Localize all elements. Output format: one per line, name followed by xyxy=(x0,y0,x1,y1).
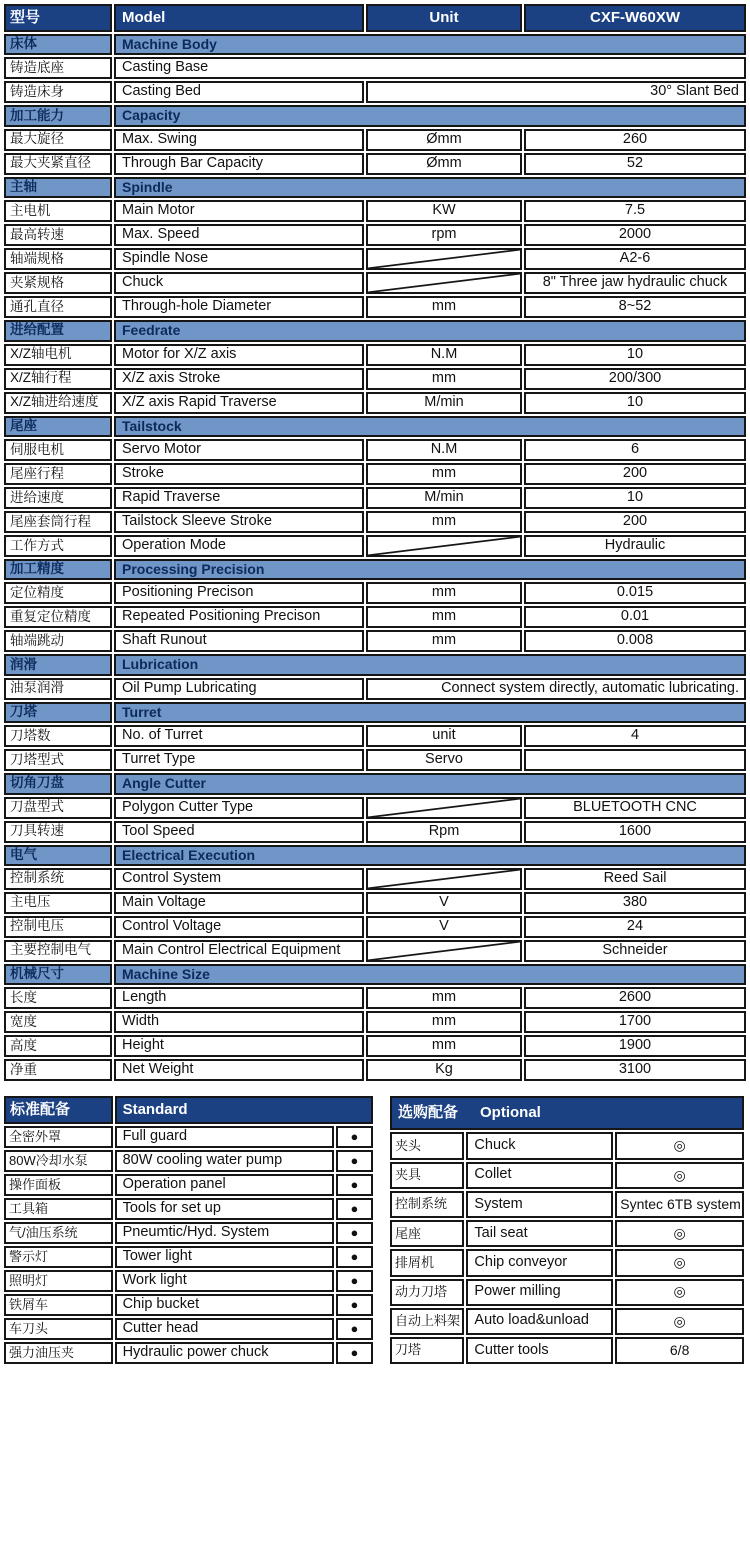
optional-label-zh: 夹具 xyxy=(390,1162,464,1189)
value-cell: 4 xyxy=(524,725,746,747)
standard-label-en: Cutter head xyxy=(115,1318,334,1340)
row-label-zh: 主电压 xyxy=(4,892,112,914)
row-label-zh: 主电机 xyxy=(4,200,112,222)
section-label-zh: 加工精度 xyxy=(4,559,112,580)
row-label-en: Length xyxy=(114,987,364,1009)
standard-row xyxy=(4,1174,373,1196)
optional-table xyxy=(388,1094,746,1366)
unit-cell: mm xyxy=(366,1035,522,1057)
unit-cell: Ømm xyxy=(366,153,522,175)
optional-label-en: Auto load&unload xyxy=(466,1308,613,1335)
unit-cell: rpm xyxy=(366,224,522,246)
row-label-en: Operation Mode xyxy=(114,535,364,557)
section-label-zh: 刀塔 xyxy=(4,702,112,723)
value-cell: 7.5 xyxy=(524,200,746,222)
optional-label-zh: 夹头 xyxy=(390,1132,464,1159)
value-cell: Schneider xyxy=(524,940,746,962)
spec-row xyxy=(4,511,746,533)
unit-cell xyxy=(366,248,522,270)
standard-label-en: Work light xyxy=(115,1270,334,1292)
value-cell: 10 xyxy=(524,392,746,414)
standard-label-zh: 气/油压系统 xyxy=(4,1222,113,1244)
included-dot-icon: ● xyxy=(336,1246,373,1268)
standard-label-zh: 全密外罩 xyxy=(4,1126,113,1148)
unit-cell: KW xyxy=(366,200,522,222)
unit-cell xyxy=(366,535,522,557)
row-label-en: Control Voltage xyxy=(114,916,364,938)
standard-row xyxy=(4,1222,373,1244)
optional-value-cell: ◎ xyxy=(615,1279,744,1306)
unit-cell: mm xyxy=(366,630,522,652)
optional-header-row xyxy=(390,1096,744,1130)
optional-label-en: Cutter tools xyxy=(466,1337,613,1364)
section-label-en: Machine Body xyxy=(114,34,746,55)
row-label-zh: 刀具转速 xyxy=(4,821,112,843)
optional-row xyxy=(390,1191,744,1218)
optional-row xyxy=(390,1308,744,1335)
value-cell: 1600 xyxy=(524,821,746,843)
included-dot-icon: ● xyxy=(336,1318,373,1340)
section-label-en: Machine Size xyxy=(114,964,746,985)
value-cell: A2-6 xyxy=(524,248,746,270)
unit-cell: mm xyxy=(366,606,522,628)
standard-row xyxy=(4,1318,373,1340)
row-label-en: Spindle Nose xyxy=(114,248,364,270)
standard-label-en: Chip bucket xyxy=(115,1294,334,1316)
row-label-zh: 夹紧规格 xyxy=(4,272,112,294)
section-label-zh: 润滑 xyxy=(4,654,112,675)
value-cell: 52 xyxy=(524,153,746,175)
unit-cell xyxy=(366,272,522,294)
row-label-en: Main Control Electrical Equipment xyxy=(114,940,364,962)
row-label-zh: 尾座套筒行程 xyxy=(4,511,112,533)
spec-row xyxy=(4,81,746,103)
section-label-zh: 进给配置 xyxy=(4,320,112,341)
value-cell: 30° Slant Bed xyxy=(366,81,746,103)
spec-row xyxy=(4,1035,746,1057)
unit-cell xyxy=(366,797,522,819)
standard-row xyxy=(4,1342,373,1364)
standard-label-zh: 照明灯 xyxy=(4,1270,113,1292)
row-label-en: Servo Motor xyxy=(114,439,364,461)
value-cell: 8" Three jaw hydraulic chuck xyxy=(524,272,746,294)
section-label-en: Feedrate xyxy=(114,320,746,341)
row-label-zh: 进给速度 xyxy=(4,487,112,509)
na-slash-icon xyxy=(368,250,520,268)
header-unit-label: Unit xyxy=(366,4,522,32)
row-label-zh: 重复定位精度 xyxy=(4,606,112,628)
row-label-en: Net Weight xyxy=(114,1059,364,1081)
optional-label-zh: 动力刀塔 xyxy=(390,1279,464,1306)
section-label-en: Angle Cutter xyxy=(114,773,746,794)
optional-value-cell: Syntec 6TB system xyxy=(615,1191,744,1218)
row-label-zh: 控制系统 xyxy=(4,868,112,890)
row-label-en: Main Voltage xyxy=(114,892,364,914)
row-label-en: Casting Bed xyxy=(114,81,364,103)
value-cell: 3100 xyxy=(524,1059,746,1081)
value-cell: 200 xyxy=(524,463,746,485)
unit-cell xyxy=(366,868,522,890)
section-label-en: Electrical Execution xyxy=(114,845,746,866)
na-slash-icon xyxy=(368,537,520,555)
optional-label-zh: 刀塔 xyxy=(390,1337,464,1364)
row-label-zh: 控制电压 xyxy=(4,916,112,938)
spec-row xyxy=(4,1059,746,1081)
standard-label-en: Hydraulic power chuck xyxy=(115,1342,334,1364)
standard-row xyxy=(4,1150,373,1172)
row-label-zh: 铸造床身 xyxy=(4,81,112,103)
unit-cell: V xyxy=(366,916,522,938)
row-label-en: Chuck xyxy=(114,272,364,294)
row-label-zh: 尾座行程 xyxy=(4,463,112,485)
value-cell: Connect system directly, automatic lubricating. xyxy=(366,678,746,700)
unit-cell: mm xyxy=(366,296,522,318)
included-dot-icon: ● xyxy=(336,1198,373,1220)
value-cell: 8~52 xyxy=(524,296,746,318)
value-cell: 6 xyxy=(524,439,746,461)
optional-label-en: Chip conveyor xyxy=(466,1249,613,1276)
spec-row xyxy=(4,940,746,962)
standard-title-zh: 标准配备 xyxy=(4,1096,113,1124)
spec-row xyxy=(4,439,746,461)
section-label-zh: 主轴 xyxy=(4,177,112,198)
standard-row xyxy=(4,1294,373,1316)
standard-row xyxy=(4,1246,373,1268)
optional-value-cell: ◎ xyxy=(615,1162,744,1189)
row-label-en: Repeated Positioning Precison xyxy=(114,606,364,628)
section-label-en: Spindle xyxy=(114,177,746,198)
unit-cell: mm xyxy=(366,368,522,390)
value-cell: 2000 xyxy=(524,224,746,246)
unit-cell: Rpm xyxy=(366,821,522,843)
spec-row xyxy=(4,582,746,604)
row-label-zh: 油泵润滑 xyxy=(4,678,112,700)
row-label-zh: 高度 xyxy=(4,1035,112,1057)
row-label-en: Through Bar Capacity xyxy=(114,153,364,175)
spec-row xyxy=(4,797,746,819)
spec-row xyxy=(4,987,746,1009)
spec-row xyxy=(4,272,746,294)
value-cell: 2600 xyxy=(524,987,746,1009)
included-dot-icon: ● xyxy=(336,1174,373,1196)
section-row xyxy=(4,177,746,198)
spec-row xyxy=(4,368,746,390)
row-label-en: Polygon Cutter Type xyxy=(114,797,364,819)
spec-row xyxy=(4,749,746,771)
na-slash-icon xyxy=(368,274,520,292)
header-model-label: Model xyxy=(114,4,364,32)
unit-cell: Kg xyxy=(366,1059,522,1081)
spec-row xyxy=(4,821,746,843)
row-label-en: Tool Speed xyxy=(114,821,364,843)
spec-row xyxy=(4,57,746,79)
row-label-zh: 定位精度 xyxy=(4,582,112,604)
optional-label-zh: 控制系统 xyxy=(390,1191,464,1218)
row-label-en: Tailstock Sleeve Stroke xyxy=(114,511,364,533)
row-label-zh: 净重 xyxy=(4,1059,112,1081)
optional-title-cell xyxy=(390,1096,744,1130)
row-label-en: Positioning Precison xyxy=(114,582,364,604)
row-label-en: Oil Pump Lubricating xyxy=(114,678,364,700)
row-label-zh: 工作方式 xyxy=(4,535,112,557)
section-label-zh: 床体 xyxy=(4,34,112,55)
standard-label-en: Operation panel xyxy=(115,1174,334,1196)
section-label-en: Processing Precision xyxy=(114,559,746,580)
unit-cell: unit xyxy=(366,725,522,747)
row-label-en: X/Z axis Stroke xyxy=(114,368,364,390)
section-label-zh: 切角刀盘 xyxy=(4,773,112,794)
optional-label-zh: 自动上料架 xyxy=(390,1308,464,1335)
standard-label-zh: 80W冷却水泵 xyxy=(4,1150,113,1172)
value-cell: 0.01 xyxy=(524,606,746,628)
unit-cell: M/min xyxy=(366,392,522,414)
unit-cell: mm xyxy=(366,511,522,533)
optional-label-en: Power milling xyxy=(466,1279,613,1306)
spec-row xyxy=(4,392,746,414)
spec-row xyxy=(4,1011,746,1033)
na-slash-icon xyxy=(368,799,520,817)
included-dot-icon: ● xyxy=(336,1270,373,1292)
section-row xyxy=(4,654,746,675)
section-label-zh: 机械尺寸 xyxy=(4,964,112,985)
main-spec-table xyxy=(2,2,748,1083)
value-cell: 1900 xyxy=(524,1035,746,1057)
section-row xyxy=(4,773,746,794)
unit-cell: mm xyxy=(366,1011,522,1033)
section-label-zh: 加工能力 xyxy=(4,105,112,126)
section-label-en: Tailstock xyxy=(114,416,746,437)
row-label-en: Max. Swing xyxy=(114,129,364,151)
spec-row xyxy=(4,344,746,366)
value-cell: 0.008 xyxy=(524,630,746,652)
row-label-zh: 最大夹紧直径 xyxy=(4,153,112,175)
value-cell: 200 xyxy=(524,511,746,533)
section-row xyxy=(4,559,746,580)
spec-row xyxy=(4,200,746,222)
row-label-en: Casting Base xyxy=(114,57,746,79)
spec-row xyxy=(4,630,746,652)
optional-row xyxy=(390,1337,744,1364)
standard-label-zh: 警示灯 xyxy=(4,1246,113,1268)
standard-label-en: Tower light xyxy=(115,1246,334,1268)
row-label-en: Height xyxy=(114,1035,364,1057)
optional-row xyxy=(390,1279,744,1306)
row-label-en: Stroke xyxy=(114,463,364,485)
section-row xyxy=(4,845,746,866)
optional-label-zh: 尾座 xyxy=(390,1220,464,1247)
unit-cell: M/min xyxy=(366,487,522,509)
optional-label-zh: 排屑机 xyxy=(390,1249,464,1276)
optional-label-en: Tail seat xyxy=(466,1220,613,1247)
spec-row xyxy=(4,916,746,938)
value-cell: 260 xyxy=(524,129,746,151)
optional-value-cell: ◎ xyxy=(615,1249,744,1276)
optional-value-cell: ◎ xyxy=(615,1132,744,1159)
value-cell: 10 xyxy=(524,487,746,509)
spec-row xyxy=(4,725,746,747)
optional-label-en: Chuck xyxy=(466,1132,613,1159)
value-cell: 10 xyxy=(524,344,746,366)
optional-label-en: Collet xyxy=(466,1162,613,1189)
standard-label-en: Full guard xyxy=(115,1126,334,1148)
section-row xyxy=(4,416,746,437)
row-label-zh: 刀塔型式 xyxy=(4,749,112,771)
section-row xyxy=(4,105,746,126)
row-label-zh: 轴端跳动 xyxy=(4,630,112,652)
standard-label-en: 80W cooling water pump xyxy=(115,1150,334,1172)
spec-row xyxy=(4,535,746,557)
spec-row xyxy=(4,487,746,509)
unit-cell: mm xyxy=(366,987,522,1009)
optional-row xyxy=(390,1132,744,1159)
na-slash-icon xyxy=(368,942,520,960)
value-cell: 380 xyxy=(524,892,746,914)
unit-cell xyxy=(366,940,522,962)
value-cell: Reed Sail xyxy=(524,868,746,890)
header-model-zh: 型号 xyxy=(4,4,112,32)
spec-row xyxy=(4,892,746,914)
na-slash-icon xyxy=(368,870,520,888)
row-label-zh: 刀塔数 xyxy=(4,725,112,747)
unit-cell: N.M xyxy=(366,439,522,461)
value-cell: 0.015 xyxy=(524,582,746,604)
row-label-en: Max. Speed xyxy=(114,224,364,246)
spec-header-row xyxy=(4,4,746,32)
standard-label-zh: 铁屑车 xyxy=(4,1294,113,1316)
row-label-zh: 长度 xyxy=(4,987,112,1009)
standard-title-en: Standard xyxy=(115,1096,373,1124)
row-label-zh: 宽度 xyxy=(4,1011,112,1033)
value-cell: 200/300 xyxy=(524,368,746,390)
unit-cell: mm xyxy=(366,463,522,485)
row-label-zh: X/Z轴行程 xyxy=(4,368,112,390)
included-dot-icon: ● xyxy=(336,1342,373,1364)
spec-row xyxy=(4,153,746,175)
spec-row xyxy=(4,296,746,318)
standard-label-en: Pneumtic/Hyd. System xyxy=(115,1222,334,1244)
included-dot-icon: ● xyxy=(336,1150,373,1172)
optional-row xyxy=(390,1162,744,1189)
row-label-zh: X/Z轴电机 xyxy=(4,344,112,366)
section-row xyxy=(4,964,746,985)
standard-row xyxy=(4,1270,373,1292)
section-row xyxy=(4,320,746,341)
value-cell xyxy=(524,749,746,771)
standard-row xyxy=(4,1126,373,1148)
spec-row xyxy=(4,606,746,628)
section-label-en: Capacity xyxy=(114,105,746,126)
optional-value-cell: 6/8 xyxy=(615,1337,744,1364)
unit-cell: Servo xyxy=(366,749,522,771)
value-cell: 24 xyxy=(524,916,746,938)
standard-label-en: Tools for set up xyxy=(115,1198,334,1220)
row-label-en: Motor for X/Z axis xyxy=(114,344,364,366)
spec-row xyxy=(4,248,746,270)
section-label-zh: 电气 xyxy=(4,845,112,866)
unit-cell: mm xyxy=(366,582,522,604)
standard-label-zh: 车刀头 xyxy=(4,1318,113,1340)
included-dot-icon: ● xyxy=(336,1294,373,1316)
row-label-zh: 最大旋径 xyxy=(4,129,112,151)
bottom-tables xyxy=(2,1094,750,1366)
standard-table xyxy=(2,1094,375,1366)
standard-header-row xyxy=(4,1096,373,1124)
value-cell: Hydraulic xyxy=(524,535,746,557)
spec-row xyxy=(4,868,746,890)
row-label-en: Through-hole Diameter xyxy=(114,296,364,318)
standard-label-zh: 操作面板 xyxy=(4,1174,113,1196)
value-cell: 1700 xyxy=(524,1011,746,1033)
section-row xyxy=(4,702,746,723)
row-label-en: Control System xyxy=(114,868,364,890)
value-cell: BLUETOOTH CNC xyxy=(524,797,746,819)
unit-cell: N.M xyxy=(366,344,522,366)
row-label-zh: X/Z轴进给速度 xyxy=(4,392,112,414)
unit-cell: Ømm xyxy=(366,129,522,151)
row-label-en: X/Z axis Rapid Traverse xyxy=(114,392,364,414)
standard-label-zh: 工具箱 xyxy=(4,1198,113,1220)
optional-title-en: Optional xyxy=(480,1104,541,1122)
row-label-en: Rapid Traverse xyxy=(114,487,364,509)
spec-row xyxy=(4,463,746,485)
row-label-en: Width xyxy=(114,1011,364,1033)
row-label-zh: 伺服电机 xyxy=(4,439,112,461)
optional-value-cell: ◎ xyxy=(615,1308,744,1335)
optional-value-cell: ◎ xyxy=(615,1220,744,1247)
optional-title-zh: 选购配备 xyxy=(398,1104,459,1122)
section-label-en: Turret xyxy=(114,702,746,723)
included-dot-icon: ● xyxy=(336,1222,373,1244)
row-label-zh: 通孔直径 xyxy=(4,296,112,318)
section-label-zh: 尾座 xyxy=(4,416,112,437)
row-label-en: Turret Type xyxy=(114,749,364,771)
header-model-value: CXF-W60XW xyxy=(524,4,746,32)
row-label-zh: 轴端规格 xyxy=(4,248,112,270)
optional-label-en: System xyxy=(466,1191,613,1218)
included-dot-icon: ● xyxy=(336,1126,373,1148)
section-row xyxy=(4,34,746,55)
section-label-en: Lubrication xyxy=(114,654,746,675)
row-label-zh: 铸造底座 xyxy=(4,57,112,79)
optional-row xyxy=(390,1220,744,1247)
optional-row xyxy=(390,1249,744,1276)
unit-cell: V xyxy=(366,892,522,914)
standard-row xyxy=(4,1198,373,1220)
row-label-zh: 最高转速 xyxy=(4,224,112,246)
row-label-zh: 刀盘型式 xyxy=(4,797,112,819)
row-label-en: No. of Turret xyxy=(114,725,364,747)
table-gap xyxy=(375,1094,388,1366)
spec-row xyxy=(4,224,746,246)
row-label-en: Shaft Runout xyxy=(114,630,364,652)
spec-row xyxy=(4,678,746,700)
row-label-zh: 主要控制电气 xyxy=(4,940,112,962)
row-label-en: Main Motor xyxy=(114,200,364,222)
standard-label-zh: 强力油压夹 xyxy=(4,1342,113,1364)
spec-row xyxy=(4,129,746,151)
